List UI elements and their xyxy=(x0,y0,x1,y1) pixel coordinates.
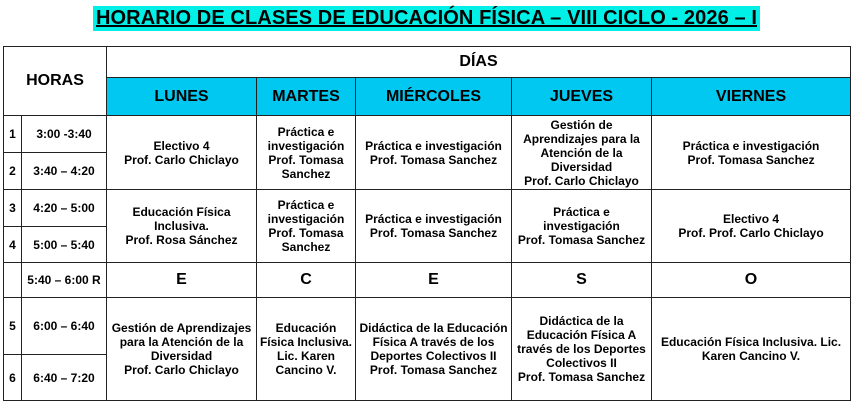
class-cell: Práctica e investigación Prof. Tomasa Sanchez xyxy=(652,116,851,190)
slot-number: 6 xyxy=(4,355,22,401)
recess-letter: E xyxy=(356,263,512,298)
day-lunes: LUNES xyxy=(107,78,257,116)
days-row xyxy=(4,78,851,116)
slot-number: 2 xyxy=(4,153,22,190)
class-cell: Educación Física Inclusiva. Lic. Karen Cancino V. xyxy=(257,298,356,401)
recess-letter: O xyxy=(652,263,851,298)
header-row xyxy=(4,47,851,78)
class-cell: Práctica e investigación Prof. Tomasa Sanchez xyxy=(356,116,512,190)
slot-time: 4:20 – 5:00 xyxy=(22,190,107,227)
day-miercoles: MIÉRCOLES xyxy=(356,78,512,116)
class-cell: Educación Física Inclusiva. Prof. Rosa Sánchez xyxy=(107,190,257,263)
table-row xyxy=(4,190,851,227)
class-cell: Práctica e investigación Prof. Tomasa Sanchez xyxy=(356,190,512,263)
slot-time: 5:40 – 6:00 R xyxy=(22,263,107,298)
slot-time: 6:40 – 7:20 xyxy=(22,355,107,401)
slot-time: 3:00 -3:40 xyxy=(22,116,107,153)
day-viernes: VIERNES xyxy=(652,78,851,116)
table-row xyxy=(4,298,851,355)
schedule-table xyxy=(3,46,851,401)
day-martes: MARTES xyxy=(257,78,356,116)
slot-time: 6:00 – 6:40 xyxy=(22,298,107,355)
class-cell: Educación Física Inclusiva. Lic. Karen Cancino V. xyxy=(652,298,851,401)
schedule-title: HORARIO DE CLASES DE EDUCACIÓN FÍSICA – VIII CICLO - 2026 – I xyxy=(93,6,760,31)
day-jueves: JUEVES xyxy=(512,78,652,116)
class-cell: Electivo 4 Prof. Prof. Carlo Chiclayo xyxy=(652,190,851,263)
class-cell: Práctica e investigación Prof. Tomasa Sanchez xyxy=(257,190,356,263)
recess-letter: S xyxy=(512,263,652,298)
class-cell: Didáctica de la Educación Física A través de los Deportes Colectivos II Prof. Tomasa Sanchez xyxy=(512,298,652,401)
class-cell: Electivo 4 Prof. Carlo Chiclayo xyxy=(107,116,257,190)
slot-number xyxy=(4,263,22,298)
class-cell: Gestión de Aprendizajes para la Atención de la Diversidad Prof. Carlo Chiclayo xyxy=(512,116,652,190)
slot-time: 3:40 – 4:20 xyxy=(22,153,107,190)
class-cell: Gestión de Aprendizajes para la Atención de la Diversidad Prof. Carlo Chiclayo xyxy=(107,298,257,401)
table-row xyxy=(4,116,851,153)
recess-letter: C xyxy=(257,263,356,298)
slot-number: 3 xyxy=(4,190,22,227)
horas-header: HORAS xyxy=(4,47,107,116)
slot-number: 4 xyxy=(4,227,22,263)
class-cell: Práctica e investigación Prof. Tomasa Sanchez xyxy=(512,190,652,263)
slot-number: 5 xyxy=(4,298,22,355)
class-cell: Didáctica de la Educación Física A través de los Deportes Colectivos II Prof. Tomasa Sanchez xyxy=(356,298,512,401)
slot-number: 1 xyxy=(4,116,22,153)
recess-row xyxy=(4,263,851,298)
class-cell: Práctica e investigación Prof. Tomasa Sanchez xyxy=(257,116,356,190)
dias-header: DÍAS xyxy=(107,47,851,78)
recess-letter: E xyxy=(107,263,257,298)
slot-time: 5:00 – 5:40 xyxy=(22,227,107,263)
